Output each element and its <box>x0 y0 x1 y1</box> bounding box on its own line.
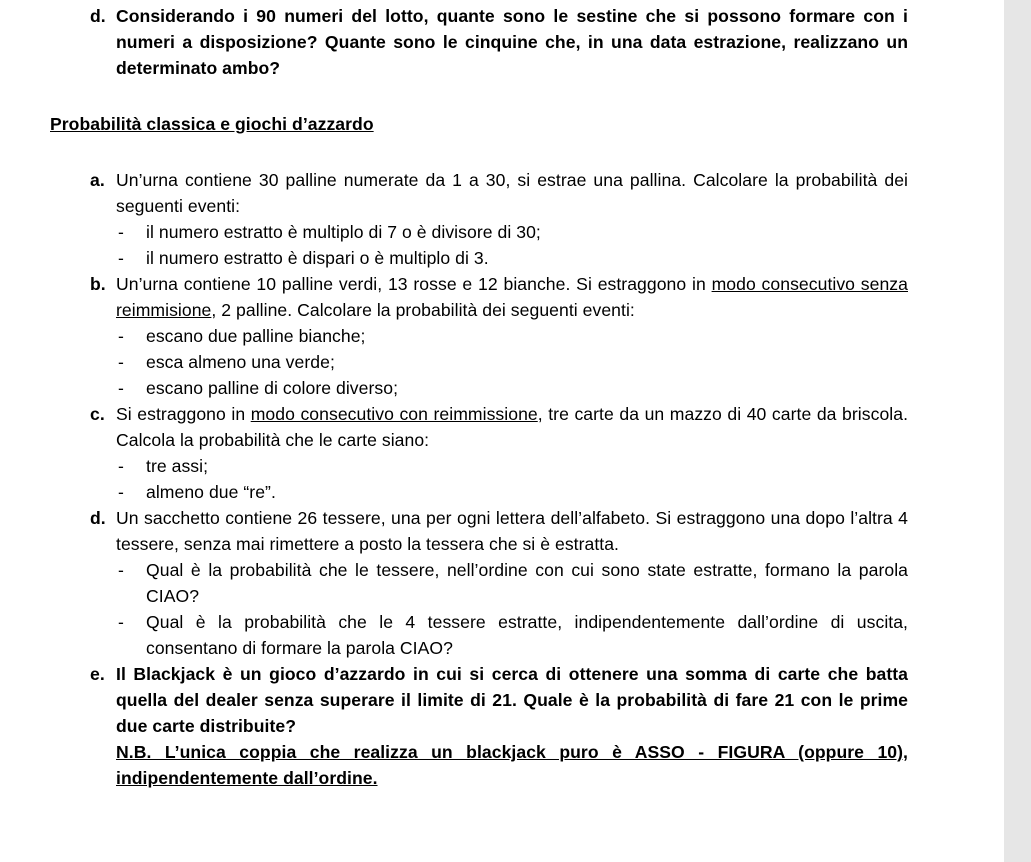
dash-bullet: - <box>118 352 124 372</box>
sub-item-text: almeno due “re”. <box>146 482 276 502</box>
dash-bullet: - <box>118 222 124 242</box>
sub-item <box>0 609 1004 661</box>
exercise-item-lotto <box>0 3 1004 81</box>
dash-bullet: - <box>118 456 124 476</box>
dash-bullet: - <box>118 482 124 502</box>
exercise-item-d <box>0 505 1004 557</box>
dash-bullet: - <box>118 560 124 580</box>
section-title: Probabilità classica e giochi d’azzardo <box>50 114 374 134</box>
sub-item-text: esca almeno una verde; <box>146 352 335 372</box>
item-text-start: Un’urna contiene 10 palline verdi, 13 rosse e 12 bianche. Si estraggono in <box>116 274 712 294</box>
sub-item <box>0 349 1004 375</box>
note-text: N.B. L’unica coppia che realizza un blackjack puro è ASSO - FIGURA (oppure 10), <box>116 742 908 762</box>
item-text: Considerando i 90 numeri del lotto, quante sono le sestine che si possono formare con i numeri a disposizione? Quante sono le cinquine che, in una data estrazione, realizzano un determinato ambo? <box>116 6 908 78</box>
item-text-underlined: modo consecutivo con reimmissione <box>250 404 538 424</box>
exercise-item-b <box>0 271 1004 323</box>
sub-item <box>0 557 1004 609</box>
sub-item <box>0 219 1004 245</box>
sub-item <box>0 479 1004 505</box>
item-marker: d. <box>90 508 106 528</box>
exercise-item-e <box>0 661 1004 739</box>
sub-item <box>0 453 1004 479</box>
sub-item <box>0 375 1004 401</box>
sub-item-text: escano due palline bianche; <box>146 326 366 346</box>
note-line <box>0 739 1004 765</box>
item-marker: a. <box>90 170 105 190</box>
sub-item-text: Qual è la probabilità che le tessere, nell’ordine con cui sono state estratte, formano la parola CIAO? <box>146 560 908 606</box>
page-gutter <box>1004 0 1031 862</box>
dash-bullet: - <box>118 326 124 346</box>
item-marker: e. <box>90 664 105 684</box>
item-text: Un’urna contiene 30 palline numerate da 1 a 30, si estrae una pallina. Calcolare la probabilità dei seguenti eventi: <box>116 170 908 216</box>
sub-item <box>0 323 1004 349</box>
sub-item <box>0 245 1004 271</box>
exercise-item-a <box>0 167 1004 219</box>
sub-item-text: escano palline di colore diverso; <box>146 378 399 398</box>
item-text-end: , 2 palline. Calcolare la probabilità dei seguenti eventi: <box>211 300 635 320</box>
sub-item-text: Qual è la probabilità che le 4 tessere estratte, indipendentemente dall’ordine di uscita, consentano di formare la parola CIAO? <box>146 612 908 658</box>
dash-bullet: - <box>118 612 124 632</box>
note-text: indipendentemente dall’ordine. <box>116 768 378 788</box>
item-text-start: Si estraggono in <box>116 404 251 424</box>
dash-bullet: - <box>118 378 124 398</box>
item-text-end: , tre carte da un mazzo di 40 carte da briscola. Calcola la probabilità che le carte siano: <box>116 404 909 450</box>
item-marker: c. <box>90 404 105 424</box>
item-marker: b. <box>90 274 106 294</box>
note-line <box>0 765 1004 791</box>
sub-item-text: il numero estratto è multiplo di 7 o è divisore di 30; <box>146 222 541 242</box>
item-marker: d. <box>90 6 106 26</box>
item-text: Un sacchetto contiene 26 tessere, una per ogni lettera dell’alfabeto. Si estraggono una dopo l’altra 4 tessere, senza mai rimettere a posto la tessera che si è estratta. <box>116 508 908 554</box>
sub-item-text: tre assi; <box>146 456 209 476</box>
sub-item-text: il numero estratto è dispari o è multiplo di 3. <box>146 248 489 268</box>
item-text-underlined: modo consecutivo senza reimmisione <box>116 274 908 320</box>
exercise-item-c <box>0 401 1004 453</box>
dash-bullet: - <box>118 248 124 268</box>
item-text: Il Blackjack è un gioco d’azzardo in cui si cerca di ottenere una somma di carte che batta quella del dealer senza superare il limite di 21. Quale è la probabilità di fare 21 con le prime due carte distribuite? <box>116 664 908 736</box>
